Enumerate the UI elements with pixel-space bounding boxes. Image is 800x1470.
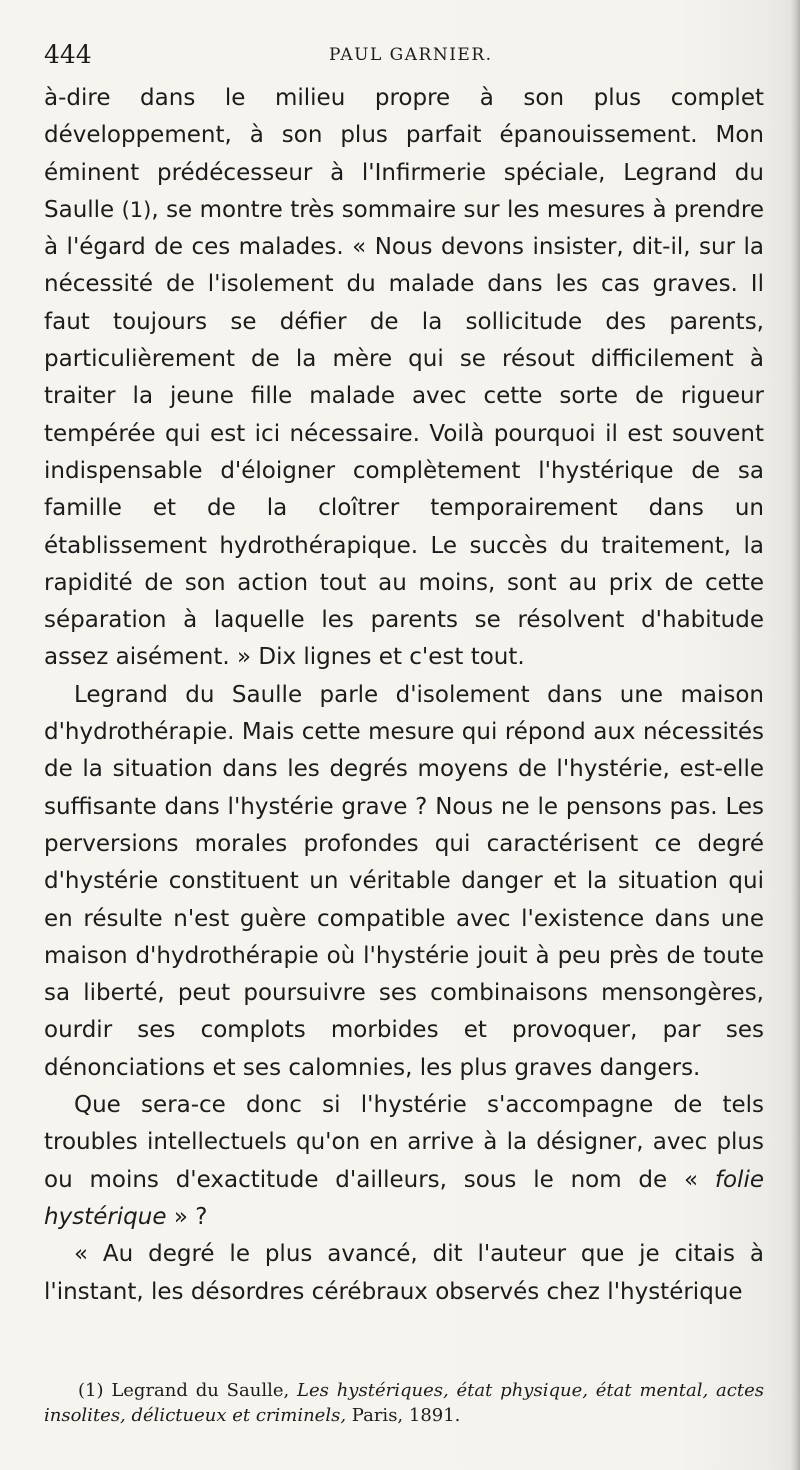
footnote <box>44 1378 764 1428</box>
page-number: 444 <box>44 40 92 69</box>
paragraph-1 <box>44 80 764 677</box>
paragraph-3-italic: folie hystérique <box>44 1166 764 1230</box>
paragraph-1-text-a: à-dire dans le milieu propre à son plus complet développement, à son plus parfait épanouissement. Mon éminent prédécesseur à l'Infirmerie spéciale, Legrand du Saulle <box>44 85 764 223</box>
footnote-author: Legrand du Saulle, <box>111 1380 290 1401</box>
footnote-title: Les hystériques, état physique, état mental, actes insolites, délictueux et criminels, <box>44 1380 764 1426</box>
paragraph-2: Legrand du Saulle parle d'isolement dans une maison d'hydrothérapie. Mais cette mesure qui répond aux nécessités de la situation dans les degrés moyens de l'hystérie, est-elle suffisante dans l'hystérie grave ? Nous ne le pensons pas. Les perversions morales profondes qui caractérisent ce degré d'hystérie constituent un véritable danger et la situation qui en résulte n'est guère compatible avec l'existence dans une maison d'hydrothérapie où l'hystérie jouit à peu près de toute sa liberté, peut poursuivre ses combinaisons mensongères, ourdir ses complots morbides et provoquer, par ses dénonciations et ses calomnies, les plus graves dangers. <box>44 681 764 1081</box>
page-gutter-shadow <box>790 0 800 1470</box>
page-header <box>44 40 770 80</box>
paragraph-4: « Au degré le plus avancé, dit l'auteur que je citais à l'instant, les désordres cérébraux observés chez l'hystérique <box>44 1241 764 1305</box>
running-head: PAUL GARNIER. <box>329 45 493 65</box>
paragraph-3-text-a: Que sera-ce donc si l'hystérie s'accompagne de tels troubles intellectuels qu'on en arrive à la désigner, avec plus ou moins d'exactitude d'ailleurs, sous le nom de « <box>44 1092 764 1193</box>
body-text <box>44 80 764 1311</box>
paragraph-3 <box>44 1087 764 1236</box>
paragraph-1-text-b: , se montre très sommaire sur les mesures à prendre à l'égard de ces malades. « Nous devons insister, dit-il, sur la nécessité de l'isolement du malade dans les cas graves. Il faut toujours se défier de la sollicitude des parents, particulièrement de la mère qui se résout difficilement à traiter la jeune fille malade avec cette sorte de rigueur tempérée qui est ici nécessaire. Voilà pourquoi il est souvent indispensable d'éloigner complètement l'hystérique de sa famille et de la cloîtrer temporairement dans un établissement hydrothérapique. Le succès du traitement, la rapidité de son action tout au moins, sont au prix de cette séparation à laquelle les parents se résolvent d'habitude assez aisément. » Dix lignes et c'est tout. <box>44 196 764 671</box>
footnote-reference: (1) <box>121 197 152 222</box>
paragraph-3-text-b: » ? <box>166 1203 208 1230</box>
footnote-marker: (1) <box>78 1380 104 1401</box>
footnote-place-year: Paris, 1891. <box>351 1405 461 1426</box>
